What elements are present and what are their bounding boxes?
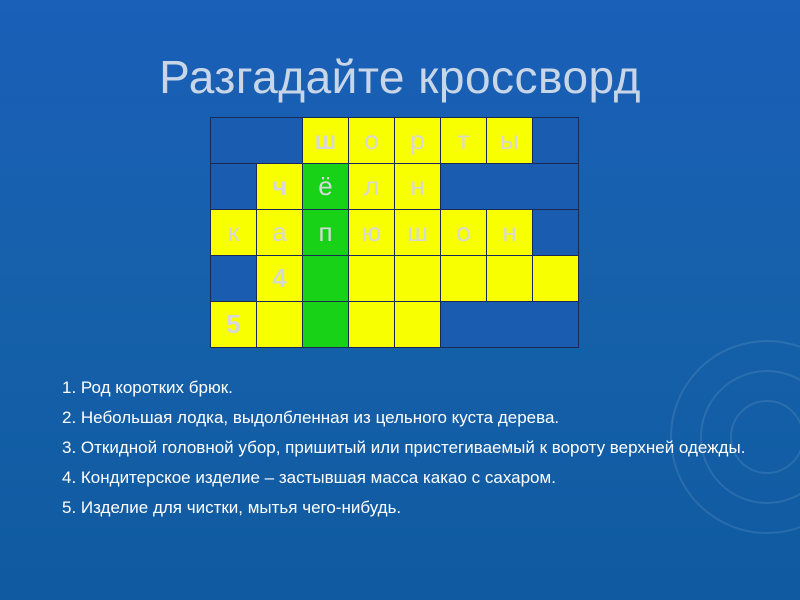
grid-cell[interactable]: о: [441, 210, 487, 256]
clue-item: 1. Род коротких брюк.: [62, 378, 233, 397]
clue-item: 4. Кондитерское изделие – застывшая масса какао с сахаром.: [62, 468, 556, 487]
grid-empty-cell: [211, 164, 257, 210]
grid-cell[interactable]: ч: [257, 164, 303, 210]
grid-empty-cell: [533, 118, 579, 164]
grid-cell[interactable]: [303, 256, 349, 302]
clue-item: 2. Небольшая лодка, выдолбленная из цельного куста дерева.: [62, 408, 560, 427]
grid-row: [211, 164, 579, 210]
clue-item: 5. Изделие для чистки, мытья чего-нибудь.: [62, 498, 402, 517]
grid-cell[interactable]: т: [441, 118, 487, 164]
grid-row: [211, 302, 579, 348]
grid-cell[interactable]: о: [349, 118, 395, 164]
grid-cell[interactable]: [257, 302, 303, 348]
grid-row: [211, 118, 579, 164]
grid-empty-cell: [211, 118, 303, 164]
grid-cell[interactable]: л: [349, 164, 395, 210]
grid-cell[interactable]: [533, 256, 579, 302]
grid-cell[interactable]: п: [303, 210, 349, 256]
page-title: Разгадайте кроссворд: [159, 51, 641, 103]
grid-row: [211, 210, 579, 256]
grid-cell[interactable]: р: [395, 118, 441, 164]
grid-empty-cell: [533, 210, 579, 256]
grid-empty-cell: [211, 256, 257, 302]
grid-row: [211, 256, 579, 302]
clue-list: [62, 376, 762, 526]
grid-cell[interactable]: [349, 302, 395, 348]
grid-cell[interactable]: [487, 256, 533, 302]
grid-cell[interactable]: 5: [211, 302, 257, 348]
grid-cell[interactable]: а: [257, 210, 303, 256]
grid-cell[interactable]: ы: [487, 118, 533, 164]
grid-cell[interactable]: ш: [395, 210, 441, 256]
grid-cell[interactable]: н: [395, 164, 441, 210]
clue-item: 3. Откидной головной убор, пришитый или пристегиваемый к вороту верхней одежды.: [62, 438, 746, 457]
grid-cell[interactable]: ю: [349, 210, 395, 256]
grid-cell[interactable]: [303, 302, 349, 348]
grid-empty-cell: [441, 302, 579, 348]
grid-cell[interactable]: ё: [303, 164, 349, 210]
crossword-grid: [210, 117, 579, 348]
grid-cell[interactable]: ш: [303, 118, 349, 164]
grid-empty-cell: [441, 164, 579, 210]
grid-cell[interactable]: к: [211, 210, 257, 256]
grid-cell[interactable]: 4: [257, 256, 303, 302]
grid-cell[interactable]: [395, 256, 441, 302]
grid-cell[interactable]: [349, 256, 395, 302]
grid-cell[interactable]: н: [487, 210, 533, 256]
grid-cell[interactable]: [395, 302, 441, 348]
grid-cell[interactable]: [441, 256, 487, 302]
